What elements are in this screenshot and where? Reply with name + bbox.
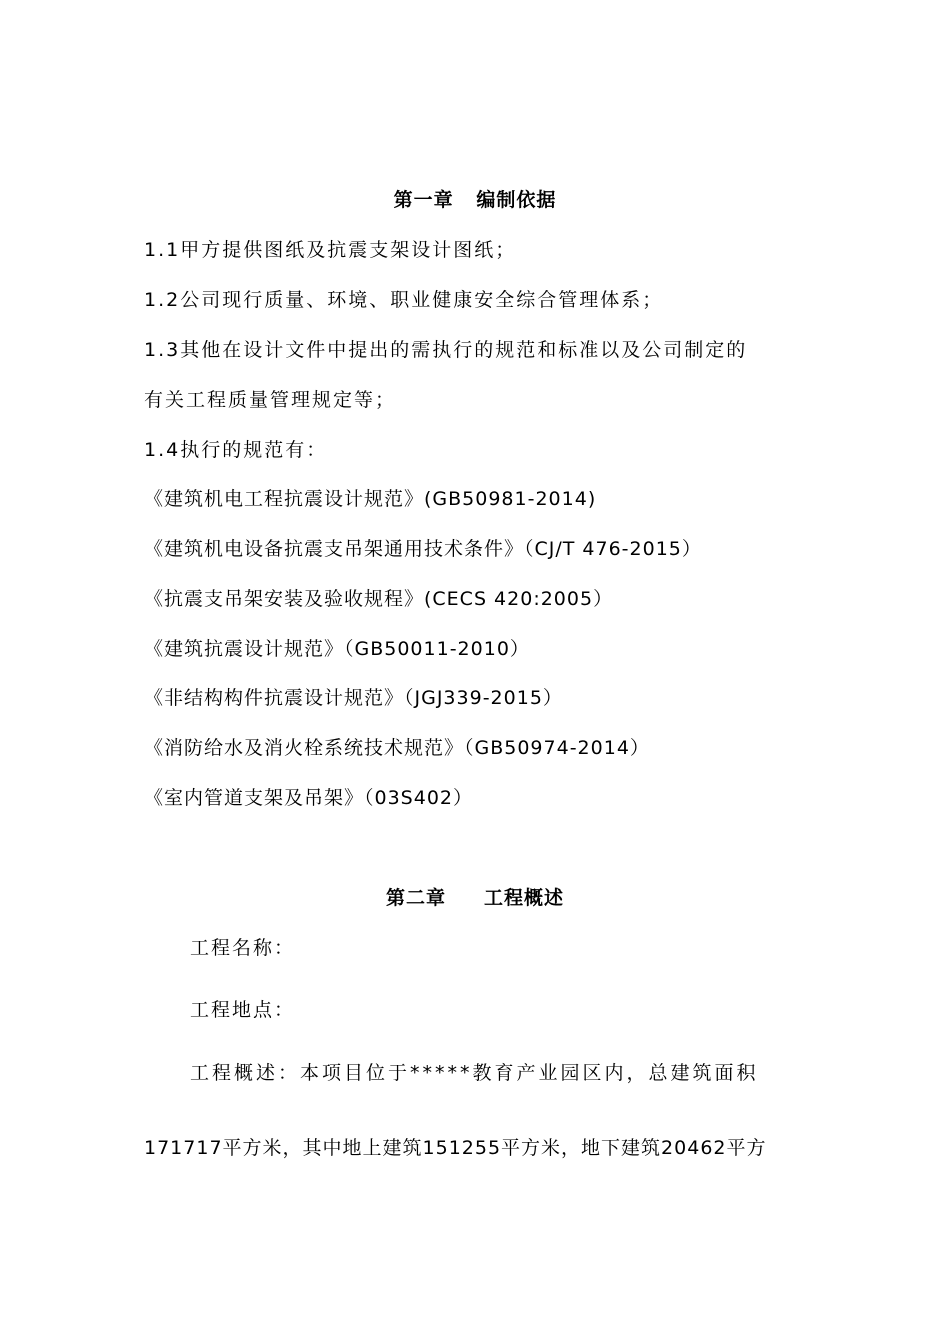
- standard-item: 《消防给水及消火栓系统技术规范》（GB50974-2014）: [144, 737, 650, 759]
- standard-item: 《抗震支吊架安装及验收规程》(CECS 420:2005）: [144, 588, 614, 610]
- standard-item: 《非结构构件抗震设计规范》（JGJ339-2015）: [144, 687, 563, 709]
- basis-item-3: 1.3其他在设计文件中提出的需执行的规范和标准以及公司制定的: [144, 339, 748, 361]
- project-overview-line-2: 171717平方米，其中地上建筑151255平方米，地下建筑20462平方: [144, 1137, 767, 1159]
- basis-item-4: 1.4执行的规范有：: [144, 439, 328, 461]
- basis-item-1: 1.1甲方提供图纸及抗震支架设计图纸；: [144, 239, 517, 261]
- project-overview-line-1: 工程概述：本项目位于*****教育产业园区内，总建筑面积: [190, 1062, 759, 1084]
- basis-item-2: 1.2公司现行质量、环境、职业健康安全综合管理体系；: [144, 289, 664, 311]
- standard-item: 《建筑机电工程抗震设计规范》(GB50981-2014): [144, 488, 597, 510]
- project-location-label: 工程地点：: [190, 999, 296, 1021]
- standard-item: 《建筑抗震设计规范》（GB50011-2010）: [144, 638, 530, 660]
- basis-item-3-cont: 有关工程质量管理规定等；: [144, 389, 397, 411]
- standard-item: 《室内管道支架及吊架》（03S402）: [144, 787, 474, 809]
- project-name-label: 工程名称：: [190, 937, 296, 959]
- chapter1-heading: 第一章 编制依据: [393, 189, 557, 211]
- standard-item: 《建筑机电设备抗震支吊架通用技术条件》（CJ/T 476-2015）: [144, 538, 702, 560]
- chapter2-heading: 第二章 工程概述: [385, 887, 565, 909]
